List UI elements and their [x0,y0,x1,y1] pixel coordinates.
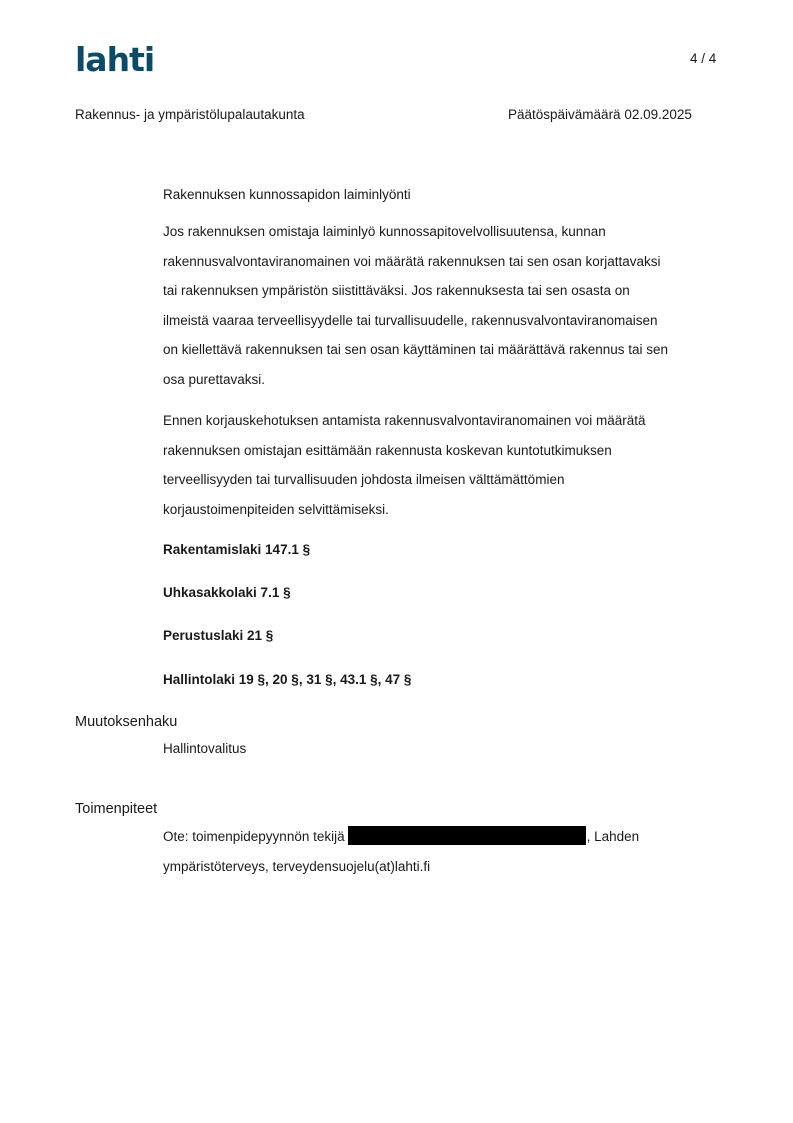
paragraph-line: on kiellettävä rakennuksen tai sen osan käyttäminen tai määrättävä rakennus tai sen [163,342,669,357]
paragraph-line: korjaustoimenpiteiden selvittämiseksi. [163,501,389,517]
paragraph-maintenance-neglect [163,217,723,394]
actions-prefix: Ote: toimenpidepyynnön tekijä [163,829,345,844]
law-reference-uhkasakkolaki: Uhkasakkolaki 7.1 § [163,585,291,600]
page-number: 4 / 4 [690,51,717,66]
paragraph-line: tai rakennuksen ympäristön siistittäväksi. Jos rakennuksesta tai sen osasta on [163,283,630,298]
law-reference-hallintolaki: Hallintolaki 19 §, 20 §, 31 §, 43.1 §, 47 § [163,672,412,687]
decision-date: Päätöspäivämäärä 02.09.2025 [508,107,692,122]
actions-line-2: ympäristöterveys, terveydensuojelu(at)lahti.fi [163,858,431,874]
paragraph-condition-survey [163,406,723,524]
law-reference-rakentamislaki: Rakentamislaki 147.1 § [163,542,311,557]
paragraph-line: ilmeistä vaaraa terveellisyydelle tai turvallisuudelle, rakennusvalvontaviranomaisen [163,312,658,328]
appeal-text: Hallintovalitus [163,741,247,756]
actions-suffix: , Lahden [586,829,640,844]
actions-heading: Toimenpiteet [75,801,158,817]
paragraph-line: osa purettavaksi. [163,371,266,387]
section-title: Rakennuksen kunnossapidon laiminlyönti [163,187,411,202]
paragraph-line: rakennusvalvontaviranomainen voi määrätä rakennuksen tai sen osan korjattavaksi [163,253,661,269]
appeal-heading: Muutoksenhaku [75,714,178,730]
actions-line-1 [163,822,723,852]
paragraph-line: Ennen korjauskehotuksen antamista rakennusvalvontaviranomainen voi määrätä [163,413,646,428]
paragraph-line: rakennuksen omistajan esittämään rakennusta koskevan kuntotutkimuksen [163,442,612,458]
organization-name: Rakennus- ja ympäristölupalautakunta [75,107,305,122]
paragraph-line: terveellisyyden tai turvallisuuden johdosta ilmeisen välttämättömien [163,472,565,487]
paragraph-line: Jos rakennuksen omistaja laiminlyö kunnossapitovelvollisuutensa, kunnan [163,224,606,239]
redaction-box [348,826,586,845]
lahti-logo: lahti [75,40,155,79]
law-reference-perustuslaki: Perustuslaki 21 § [163,628,274,643]
actions-text [163,822,723,881]
